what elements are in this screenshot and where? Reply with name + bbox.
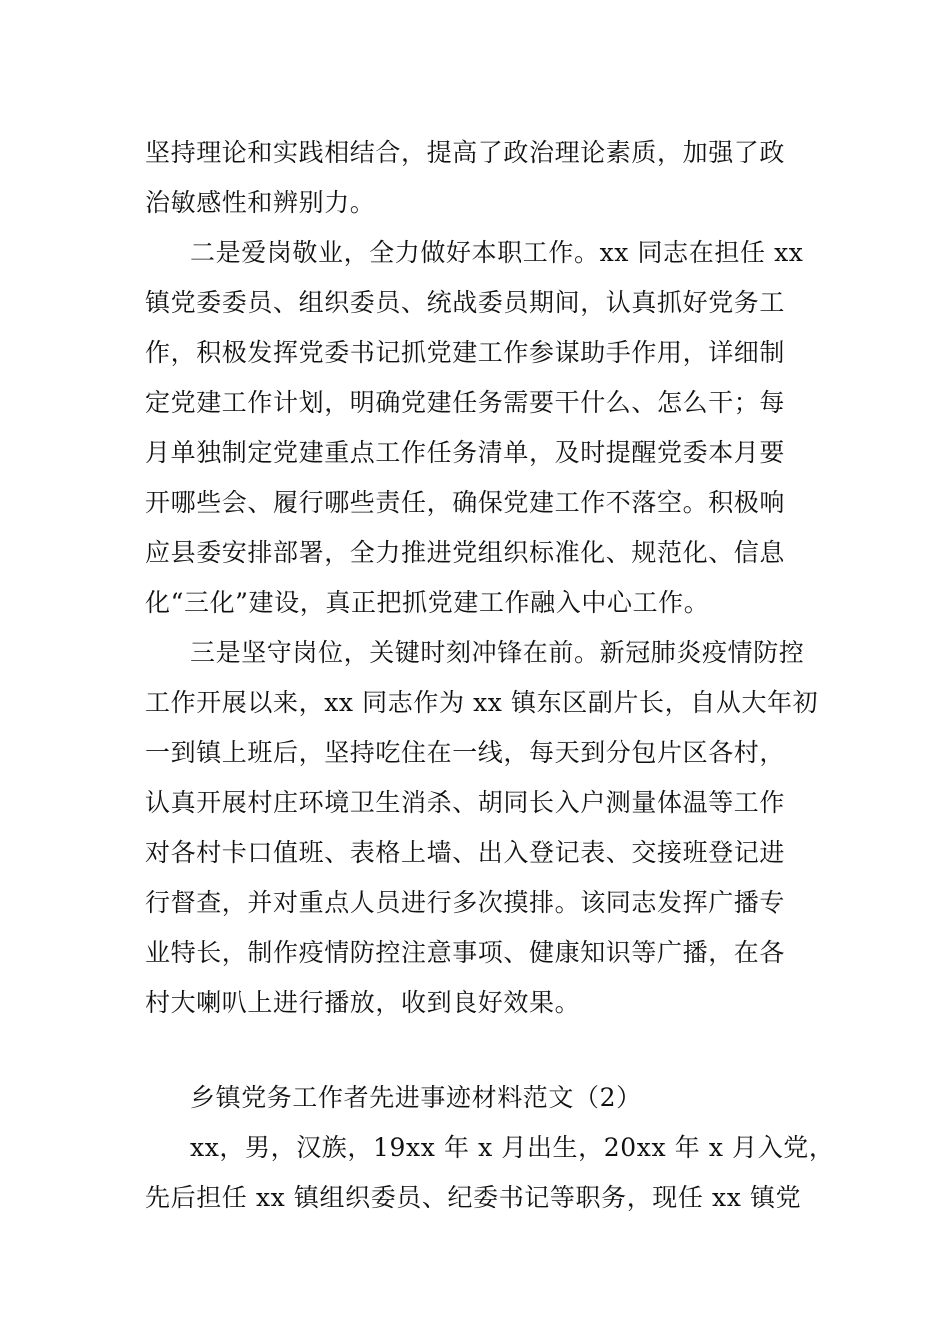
paragraph-2-line-8: 化“三化”建设，真正把抓党建工作融入中心工作。 — [145, 588, 710, 617]
paragraph-continued-line-2: 治敏感性和辨别力。 — [145, 188, 376, 217]
paragraph-3-line-3: 一到镇上班后，坚持吃住在一线，每天到分包片区各村， — [145, 738, 786, 767]
paragraph-2-line-7: 应县委安排部署，全力推进党组织标准化、规范化、信息 — [145, 538, 786, 567]
paragraph-4-line-2: 先后担任 xx 镇组织委员、纪委书记等职务，现任 xx 镇党 — [145, 1183, 802, 1212]
paragraph-continued-line-1: 坚持理论和实践相结合，提高了政治理论素质，加强了政 — [145, 138, 786, 167]
paragraph-3-line-1: 三是坚守岗位，关键时刻冲锋在前。新冠肺炎疫情防控 — [190, 638, 805, 667]
paragraph-2-line-3: 作，积极发挥党委书记抓党建工作参谋助手作用，详细制 — [145, 338, 786, 367]
paragraph-2-line-5: 月单独制定党建重点工作任务清单，及时提醒党委本月要 — [145, 438, 786, 467]
paragraph-3-line-6: 行督查，并对重点人员进行多次摸排。该同志发挥广播专 — [145, 888, 786, 917]
paragraph-3-line-8: 村大喇叭上进行播放，收到良好效果。 — [145, 988, 581, 1017]
paragraph-2-line-4: 定党建工作计划，明确党建任务需要干什么、怎么干；每 — [145, 388, 786, 417]
paragraph-3-line-7: 业特长，制作疫情防控注意事项、健康知识等广播，在各 — [145, 938, 786, 967]
paragraph-2-line-2: 镇党委委员、组织委员、统战委员期间，认真抓好党务工 — [145, 288, 786, 317]
paragraph-2-line-1: 二是爱岗敬业，全力做好本职工作。xx 同志在担任 xx — [190, 238, 804, 267]
paragraph-3-line-5: 对各村卡口值班、表格上墙、出入登记表、交接班登记进 — [145, 838, 786, 867]
paragraph-2-line-6: 开哪些会、履行哪些责任，确保党建工作不落空。积极响 — [145, 488, 786, 517]
section-title: 乡镇党务工作者先进事迹材料范文（2） — [190, 1083, 642, 1112]
paragraph-3-line-2: 工作开展以来，xx 同志作为 xx 镇东区副片长，自从大年初 — [145, 688, 819, 717]
paragraph-4-line-1: xx，男，汉族，19xx 年 x 月出生，20xx 年 x 月入党， — [190, 1133, 835, 1162]
paragraph-3-line-4: 认真开展村庄环境卫生消杀、胡同长入户测量体温等工作 — [145, 788, 786, 817]
